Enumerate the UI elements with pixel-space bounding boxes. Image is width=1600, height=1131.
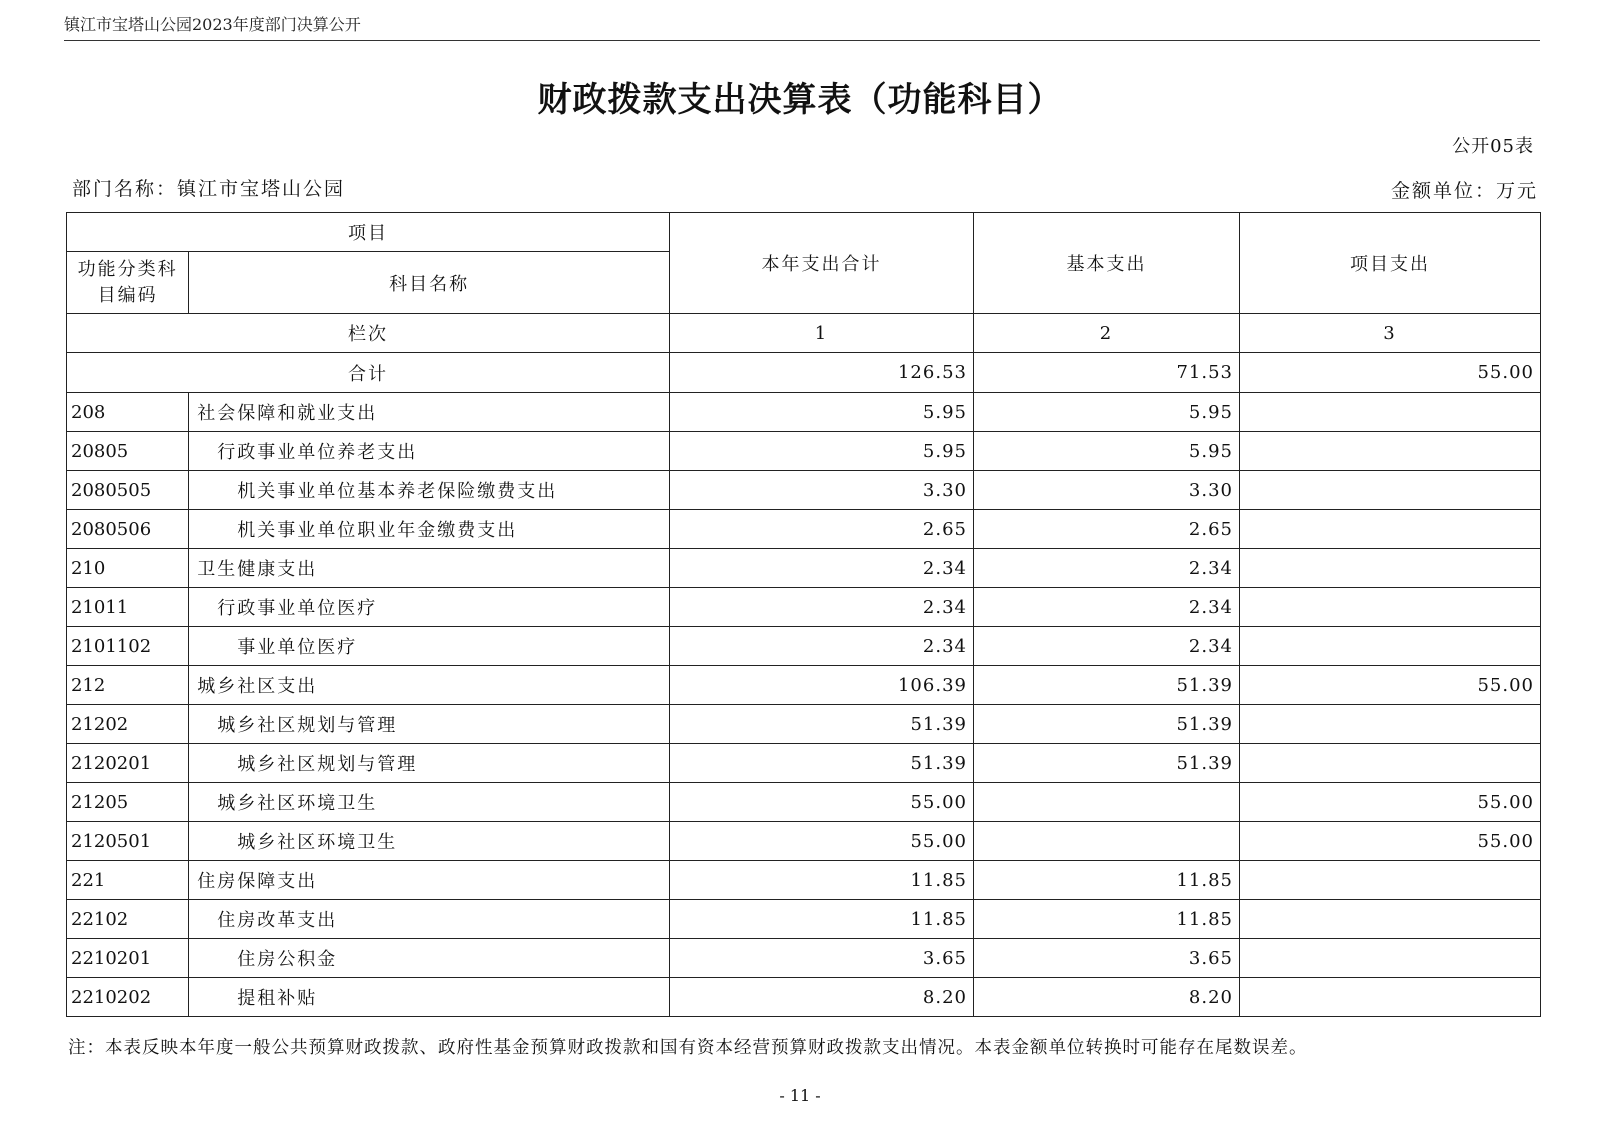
- header-name: 科目名称: [189, 252, 670, 314]
- row-name: 城乡社区规划与管理: [189, 744, 670, 783]
- table-row: [67, 588, 1541, 627]
- row-code: 21011: [67, 588, 189, 627]
- row-name: 提租补贴: [189, 978, 670, 1017]
- row-code: 221: [67, 861, 189, 900]
- row-project: [1240, 744, 1541, 783]
- table-row: [67, 549, 1541, 588]
- row-project: [1240, 432, 1541, 471]
- row-code: 2080506: [67, 510, 189, 549]
- row-project: [1240, 861, 1541, 900]
- row-name: 社会保障和就业支出: [189, 393, 670, 432]
- table-row: [67, 705, 1541, 744]
- header-total: 本年支出合计: [669, 213, 973, 314]
- table-row: [67, 393, 1541, 432]
- row-total: 5.95: [669, 393, 973, 432]
- row-basic: 51.39: [973, 705, 1239, 744]
- table-row: [67, 861, 1541, 900]
- row-code: 2210202: [67, 978, 189, 1017]
- expenditure-table: [66, 212, 1541, 1017]
- table-row: [67, 744, 1541, 783]
- row-basic: 8.20: [973, 978, 1239, 1017]
- row-project: 55.00: [1240, 783, 1541, 822]
- row-basic: 2.34: [973, 549, 1239, 588]
- page-title: 财政拨款支出决算表（功能科目）: [537, 80, 1063, 120]
- row-code: 21202: [67, 705, 189, 744]
- row-code: 2210201: [67, 939, 189, 978]
- row-name: 住房保障支出: [189, 861, 670, 900]
- row-project: [1240, 900, 1541, 939]
- row-basic: 3.30: [973, 471, 1239, 510]
- sum-basic: 71.53: [973, 353, 1239, 393]
- row-project: [1240, 705, 1541, 744]
- row-code: 20805: [67, 432, 189, 471]
- row-basic: 3.65: [973, 939, 1239, 978]
- header-project: 项目支出: [1240, 213, 1541, 314]
- row-project: 55.00: [1240, 666, 1541, 705]
- row-project: [1240, 588, 1541, 627]
- row-name: 住房改革支出: [189, 900, 670, 939]
- row-total: 8.20: [669, 978, 973, 1017]
- table-row: [67, 900, 1541, 939]
- table-row: [67, 510, 1541, 549]
- header-code: 功能分类科目编码: [67, 252, 189, 314]
- row-basic: 2.65: [973, 510, 1239, 549]
- sum-row: [67, 353, 1541, 393]
- row-project: [1240, 978, 1541, 1017]
- row-code: 2080505: [67, 471, 189, 510]
- row-name: 住房公积金: [189, 939, 670, 978]
- row-project: [1240, 939, 1541, 978]
- row-name: 卫生健康支出: [189, 549, 670, 588]
- row-project: 55.00: [1240, 822, 1541, 861]
- column-index-label: 栏次: [67, 314, 670, 353]
- row-total: 3.65: [669, 939, 973, 978]
- department-name: 部门名称：镇江市宝塔山公园: [72, 178, 346, 200]
- running-header: 镇江市宝塔山公园2023年度部门决算公开: [64, 10, 1540, 41]
- row-basic: [973, 822, 1239, 861]
- column-index-row: [67, 314, 1541, 353]
- column-index-2: 2: [973, 314, 1239, 353]
- row-name: 城乡社区环境卫生: [189, 822, 670, 861]
- row-total: 2.65: [669, 510, 973, 549]
- form-number: 公开05表: [1452, 136, 1534, 157]
- row-project: [1240, 549, 1541, 588]
- table-row: [67, 471, 1541, 510]
- table-row: [67, 939, 1541, 978]
- row-total: 11.85: [669, 861, 973, 900]
- row-basic: 11.85: [973, 861, 1239, 900]
- page-number: - 11 -: [779, 1086, 821, 1105]
- row-basic: 51.39: [973, 666, 1239, 705]
- row-total: 51.39: [669, 705, 973, 744]
- row-name: 机关事业单位基本养老保险缴费支出: [189, 471, 670, 510]
- row-basic: [973, 783, 1239, 822]
- table-row: [67, 432, 1541, 471]
- row-code: 210: [67, 549, 189, 588]
- row-name: 行政事业单位养老支出: [189, 432, 670, 471]
- row-total: 3.30: [669, 471, 973, 510]
- row-name: 城乡社区环境卫生: [189, 783, 670, 822]
- sum-label: 合计: [67, 353, 670, 393]
- header-item: 项目: [67, 213, 670, 252]
- row-name: 事业单位医疗: [189, 627, 670, 666]
- row-basic: 11.85: [973, 900, 1239, 939]
- row-total: 5.95: [669, 432, 973, 471]
- row-total: 106.39: [669, 666, 973, 705]
- row-code: 2120501: [67, 822, 189, 861]
- row-total: 51.39: [669, 744, 973, 783]
- row-total: 2.34: [669, 627, 973, 666]
- table-row: [67, 666, 1541, 705]
- row-basic: 51.39: [973, 744, 1239, 783]
- row-project: [1240, 471, 1541, 510]
- row-project: [1240, 627, 1541, 666]
- table-row: [67, 783, 1541, 822]
- table-note: 注：本表反映本年度一般公共预算财政拨款、政府性基金预算财政拨款和国有资本经营预算财政拨款支出情况。本表金额单位转换时可能存在尾数误差。: [68, 1038, 1308, 1058]
- row-name: 城乡社区支出: [189, 666, 670, 705]
- row-code: 22102: [67, 900, 189, 939]
- column-index-3: 3: [1240, 314, 1541, 353]
- row-basic: 5.95: [973, 393, 1239, 432]
- row-project: [1240, 510, 1541, 549]
- row-total: 55.00: [669, 783, 973, 822]
- row-name: 机关事业单位职业年金缴费支出: [189, 510, 670, 549]
- row-total: 55.00: [669, 822, 973, 861]
- row-total: 11.85: [669, 900, 973, 939]
- row-basic: 5.95: [973, 432, 1239, 471]
- table-row: [67, 627, 1541, 666]
- header-basic: 基本支出: [973, 213, 1239, 314]
- header-row-1: [67, 213, 1541, 252]
- row-name: 行政事业单位医疗: [189, 588, 670, 627]
- amount-unit: 金额单位：万元: [1390, 180, 1538, 202]
- row-code: 212: [67, 666, 189, 705]
- row-code: 2120201: [67, 744, 189, 783]
- row-basic: 2.34: [973, 588, 1239, 627]
- row-total: 2.34: [669, 588, 973, 627]
- row-total: 2.34: [669, 549, 973, 588]
- column-index-1: 1: [669, 314, 973, 353]
- table-row: [67, 978, 1541, 1017]
- row-name: 城乡社区规划与管理: [189, 705, 670, 744]
- row-code: 208: [67, 393, 189, 432]
- row-code: 2101102: [67, 627, 189, 666]
- table-row: [67, 822, 1541, 861]
- sum-total: 126.53: [669, 353, 973, 393]
- row-project: [1240, 393, 1541, 432]
- row-basic: 2.34: [973, 627, 1239, 666]
- sum-project: 55.00: [1240, 353, 1541, 393]
- row-code: 21205: [67, 783, 189, 822]
